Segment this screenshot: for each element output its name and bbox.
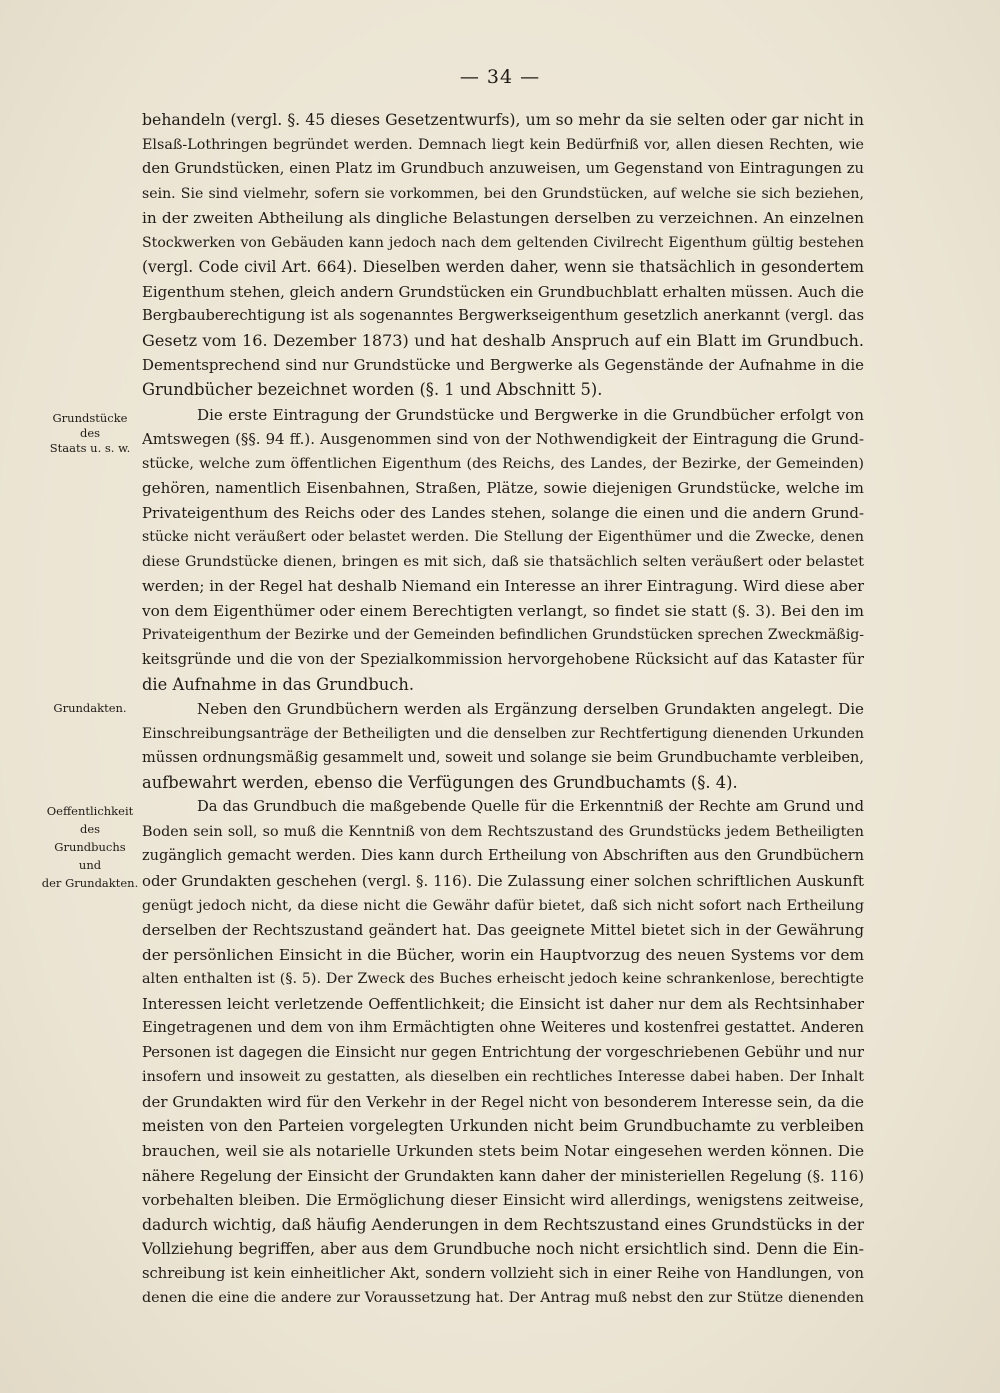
margin-note-grundakten bbox=[40, 698, 140, 719]
text-line: stücke nicht veräußert oder belastet werden. Die Stellung der Eigenthümer und die Zwecke, denen bbox=[142, 529, 864, 546]
text-line: von dem Eigenthümer oder einem Berechtigten verlangt, so findet sie statt (§. 3). Bei den im bbox=[142, 601, 864, 620]
text-line: Da das Grundbuch die maßgebende Quelle für die Erkenntniß der Rechte am Grund und bbox=[197, 798, 864, 816]
margin-note-line: Staats u. s. w. bbox=[49, 441, 131, 455]
text-line: Vollziehung begriffen, aber aus dem Grundbuche noch nicht ersichtlich sind. Denn die Ein- bbox=[142, 1240, 864, 1259]
margin-note-line: Grundbuchs bbox=[54, 840, 126, 854]
margin-note-line: des bbox=[79, 426, 101, 440]
text-line: Eigenthum stehen, gleich andern Grundstücken ein Grundbuchblatt erhalten müssen. Auch die bbox=[142, 282, 864, 301]
text-line: diese Grundstücke dienen, bringen es mit sich, daß sie thatsächlich selten veräußert oder belastet bbox=[142, 553, 864, 570]
margin-note-line: der Grundakten. bbox=[41, 876, 139, 890]
text-line: Interessen leicht verletzende Oeffentlichkeit; die Einsicht ist daher nur dem als Rechtsinhaber bbox=[142, 994, 864, 1013]
text-line: gehören, namentlich Eisenbahnen, Straßen, Plätze, sowie diejenigen Grundstücke, welche im bbox=[142, 479, 864, 498]
margin-note-line: Grundstücke bbox=[52, 411, 128, 425]
text-line: Einschreibungsanträge der Betheiligten und die denselben zur Rechtfertigung dienenden Urkunden bbox=[142, 725, 864, 742]
text-line: Eingetragenen und dem von ihm Ermächtigten ohne Weiteres und kostenfrei gestattet. Anderen bbox=[142, 1019, 864, 1037]
text-line: den Grundstücken, einen Platz im Grundbuch anzuweisen, um Gegenstand von Eintragungen zu bbox=[142, 160, 864, 178]
text-line: Boden sein soll, so muß die Kenntniß von dem Rechtszustand des Grundstücks jedem Betheiligten bbox=[142, 823, 864, 840]
page-number: — 34 — bbox=[459, 66, 541, 88]
margin-note-line: Oeffentlichkeit bbox=[46, 804, 134, 818]
text-line: Privateigenthum der Bezirke und der Gemeinden befindlichen Grundstücken sprechen Zweckmäßig- bbox=[142, 627, 864, 644]
text-line: brauchen, weil sie als notarielle Urkunden stets beim Notar eingesehen werden können. Die bbox=[142, 1141, 864, 1160]
text-line: Grundbücher bezeichnet worden (§. 1 und Abschnitt 5). bbox=[142, 380, 603, 400]
text-line: alten enthalten ist (§. 5). Der Zweck des Buches erheischt jedoch keine schrankenlose, berechtigte bbox=[142, 971, 864, 988]
text-line: Bergbauberechtigung ist als sogenanntes Bergwerkseigenthum gesetzlich anerkannt (vergl. das bbox=[142, 307, 864, 325]
text-line: Elsaß-Lothringen begründet werden. Demnach liegt kein Bedürfniß vor, allen diesen Rechten, wie bbox=[142, 136, 864, 153]
text-line: oder Grundakten geschehen (vergl. §. 116). Die Zulassung einer solchen schriftlichen Auskunft bbox=[142, 871, 864, 890]
text-line: genügt jedoch nicht, da diese nicht die Gewähr dafür bietet, daß sich nicht sofort nach Ertheilung bbox=[142, 897, 864, 914]
text-line: Privateigenthum des Reichs oder des Landes stehen, solange die einen und die andern Grund- bbox=[142, 503, 864, 522]
text-line: denen die eine die andere zur Voraussetzung hat. Der Antrag muß nebst den zur Stütze dienenden bbox=[142, 1290, 864, 1307]
text-line: Die erste Eintragung der Grundstücke und Bergwerke in die Grundbücher erfolgt von bbox=[197, 405, 864, 424]
text-line: stücke, welche zum öffentlichen Eigenthum (des Reichs, des Landes, der Bezirke, der Gemeinden) bbox=[142, 455, 864, 472]
text-line: der Grundakten wird für den Verkehr in der Regel nicht von besonderem Interesse sein, da die bbox=[142, 1092, 864, 1111]
text-line: derselben der Rechtszustand geändert hat. Das geeignete Mittel bietet sich in der Gewährung bbox=[142, 921, 864, 940]
text-line: nähere Regelung der Einsicht der Grundakten kann daher der ministeriellen Regelung (§. 116) bbox=[142, 1166, 864, 1185]
margin-note-oeffentlichkeit bbox=[40, 801, 140, 894]
text-line: keitsgründe und die von der Spezialkommission hervorgehobene Rücksicht auf das Kataster für bbox=[142, 651, 864, 669]
text-line: der persönlichen Einsicht in die Bücher, worin ein Hauptvorzug des neuen Systems vor dem bbox=[142, 945, 864, 964]
text-line: vorbehalten bleiben. Die Ermöglichung dieser Einsicht wird allerdings, wenigstens zeitweise, bbox=[142, 1191, 864, 1210]
margin-note-grundstuecke-des-staats bbox=[40, 408, 140, 459]
text-line: insofern und insoweit zu gestatten, als dieselben ein rechtliches Interesse dabei haben. Der Inhalt bbox=[142, 1069, 864, 1086]
text-line: schreibung ist kein einheitlicher Akt, sondern vollzieht sich in einer Reihe von Handlungen, von bbox=[142, 1264, 864, 1282]
text-line: Personen ist dagegen die Einsicht nur gegen Entrichtung der vorgeschriebenen Gebühr und nur bbox=[142, 1043, 864, 1061]
text-line: Amtswegen (§§. 94 ff.). Ausgenommen sind von der Nothwendigkeit der Eintragung die Grund- bbox=[142, 430, 864, 449]
text-line: Stockwerken von Gebäuden kann jedoch nach dem geltenden Civilrecht Eigenthum gültig bestehen bbox=[142, 234, 864, 251]
text-line: in der zweiten Abtheilung als dingliche Belastungen derselben zu verzeichnen. An einzelnen bbox=[142, 209, 864, 228]
text-line: sein. Sie sind vielmehr, sofern sie vorkommen, bei den Grundstücken, auf welche sie sich beziehen, bbox=[142, 185, 864, 202]
body-text bbox=[142, 108, 864, 1311]
text-line: aufbewahrt werden, ebenso die Verfügungen des Grundbuchamts (§. 4). bbox=[142, 772, 738, 792]
margin-note-line: und bbox=[78, 858, 102, 872]
text-line: Neben den Grundbüchern werden als Ergänzung derselben Grundakten angelegt. Die bbox=[197, 700, 864, 719]
text-line: werden; in der Regel hat deshalb Niemand ein Interesse an ihrer Eintragung. Wird diese aber bbox=[142, 577, 864, 596]
text-line: dadurch wichtig, daß häufig Aenderungen in dem Rechtszustand eines Grundstücks in der bbox=[142, 1214, 864, 1234]
text-line: Gesetz vom 16. Dezember 1873) und hat deshalb Anspruch auf ein Blatt im Grundbuch. bbox=[142, 330, 864, 350]
text-line: meisten von den Parteien vorgelegten Urkunden nicht beim Grundbuchamte zu verbleiben bbox=[142, 1117, 864, 1136]
text-line: behandeln (vergl. §. 45 dieses Gesetzentwurfs), um so mehr da sie selten oder gar nicht in bbox=[142, 110, 864, 129]
margin-note-line: Grundakten. bbox=[53, 701, 127, 715]
text-line: zugänglich gemacht werden. Dies kann durch Ertheilung von Abschriften aus den Grundbüchern bbox=[142, 848, 864, 865]
text-line: müssen ordnungsmäßig gesammelt und, soweit und solange sie beim Grundbuchamte verbleiben, bbox=[142, 750, 864, 767]
text-line: (vergl. Code civil Art. 664). Dieselben werden daher, wenn sie thatsächlich in gesondertem bbox=[142, 258, 864, 277]
text-line: Dementsprechend sind nur Grundstücke und Bergwerke als Gegenstände der Aufnahme in die bbox=[142, 356, 864, 375]
margin-note-line: des bbox=[79, 822, 101, 836]
text-line: die Aufnahme in das Grundbuch. bbox=[142, 674, 415, 694]
